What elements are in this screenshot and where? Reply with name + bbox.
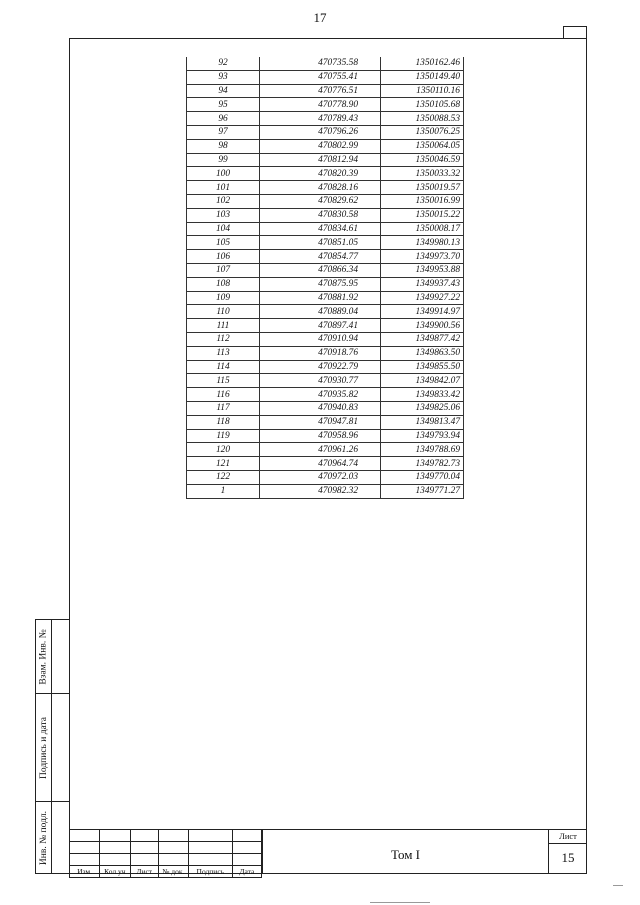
revision-column-header: Лист <box>130 866 158 878</box>
title-cell <box>262 829 548 874</box>
point-number-cell: 104 <box>187 222 260 236</box>
coordinate-row <box>187 360 464 374</box>
document-title: Том I <box>390 847 421 862</box>
coordinate-row <box>187 84 464 98</box>
x-coordinate-cell: 470930.77 <box>260 374 381 388</box>
y-coordinate-cell: 1349937.43 <box>381 277 464 291</box>
coordinate-row <box>187 263 464 277</box>
x-coordinate-cell: 470964.74 <box>260 457 381 471</box>
coordinate-row <box>187 305 464 319</box>
x-coordinate-cell: 470889.04 <box>260 305 381 319</box>
y-coordinate-cell: 1350033.32 <box>381 167 464 181</box>
coordinate-row <box>187 443 464 457</box>
x-coordinate-cell: 470812.94 <box>260 153 381 167</box>
point-number-cell: 93 <box>187 70 260 84</box>
revision-column-header: № док. <box>158 866 188 878</box>
x-coordinate-cell: 470982.32 <box>260 484 381 498</box>
coordinate-row <box>187 484 464 498</box>
side-label-signature: Подпись и дата <box>37 694 52 801</box>
x-coordinate-cell: 470972.03 <box>260 470 381 484</box>
coordinate-row <box>187 388 464 402</box>
y-coordinate-cell: 1350076.25 <box>381 125 464 139</box>
x-coordinate-cell: 470854.77 <box>260 250 381 264</box>
y-coordinate-cell: 1350162.46 <box>381 57 464 70</box>
coordinate-row <box>187 167 464 181</box>
y-coordinate-cell: 1349980.13 <box>381 236 464 250</box>
revision-column-header: Подпись <box>188 866 232 878</box>
x-coordinate-cell: 470940.83 <box>260 401 381 415</box>
coordinate-row <box>187 457 464 471</box>
point-number-cell: 117 <box>187 401 260 415</box>
coordinate-row <box>187 470 464 484</box>
coordinate-row <box>187 57 464 70</box>
y-coordinate-cell: 1349825.06 <box>381 401 464 415</box>
side-label-inventory: Инв. № подл. <box>37 802 52 873</box>
coordinate-row <box>187 277 464 291</box>
x-coordinate-cell: 470776.51 <box>260 84 381 98</box>
y-coordinate-cell: 1349900.56 <box>381 319 464 333</box>
revision-column-header: Кол.уч <box>100 866 130 878</box>
x-coordinate-cell: 470796.26 <box>260 125 381 139</box>
side-label-replacement: Взам. Инв. № <box>37 620 52 693</box>
x-coordinate-cell: 470828.16 <box>260 181 381 195</box>
y-coordinate-cell: 1349927.22 <box>381 291 464 305</box>
coordinate-row <box>187 70 464 84</box>
y-coordinate-cell: 1350064.05 <box>381 139 464 153</box>
x-coordinate-cell: 470897.41 <box>260 319 381 333</box>
y-coordinate-cell: 1349914.97 <box>381 305 464 319</box>
scan-artifact <box>370 902 430 903</box>
y-coordinate-cell: 1349855.50 <box>381 360 464 374</box>
point-number-cell: 110 <box>187 305 260 319</box>
point-number-cell: 112 <box>187 332 260 346</box>
coordinate-row <box>187 222 464 236</box>
y-coordinate-cell: 1349813.47 <box>381 415 464 429</box>
point-number-cell: 102 <box>187 194 260 208</box>
coordinate-row <box>187 415 464 429</box>
x-coordinate-cell: 470829.62 <box>260 194 381 208</box>
side-cell-signature <box>36 694 69 802</box>
point-number-cell: 108 <box>187 277 260 291</box>
coordinate-row <box>187 374 464 388</box>
x-coordinate-cell: 470802.99 <box>260 139 381 153</box>
y-coordinate-cell: 1349770.04 <box>381 470 464 484</box>
coordinate-row <box>187 250 464 264</box>
coordinate-row <box>187 429 464 443</box>
point-number-cell: 105 <box>187 236 260 250</box>
y-coordinate-cell: 1350016.99 <box>381 194 464 208</box>
side-cell-replacement <box>36 620 69 694</box>
y-coordinate-cell: 1350149.40 <box>381 70 464 84</box>
point-number-cell: 98 <box>187 139 260 153</box>
coordinate-row <box>187 194 464 208</box>
y-coordinate-cell: 1350019.57 <box>381 181 464 195</box>
y-coordinate-cell: 1349877.42 <box>381 332 464 346</box>
y-coordinate-cell: 1349793.94 <box>381 429 464 443</box>
coordinate-row <box>187 291 464 305</box>
coordinate-row <box>187 153 464 167</box>
sheet-number: 15 <box>561 850 575 865</box>
x-coordinate-cell: 470961.26 <box>260 443 381 457</box>
y-coordinate-cell: 1349863.50 <box>381 346 464 360</box>
point-number-cell: 122 <box>187 470 260 484</box>
coordinate-row <box>187 401 464 415</box>
point-number-cell: 95 <box>187 98 260 112</box>
x-coordinate-cell: 470735.58 <box>260 57 381 70</box>
point-number-cell: 96 <box>187 112 260 126</box>
scan-artifact <box>613 885 623 886</box>
point-number-cell: 99 <box>187 153 260 167</box>
coordinate-row <box>187 208 464 222</box>
x-coordinate-cell: 470851.05 <box>260 236 381 250</box>
point-number-cell: 118 <box>187 415 260 429</box>
sheet-cell <box>548 829 587 874</box>
x-coordinate-cell: 470935.82 <box>260 388 381 402</box>
y-coordinate-cell: 1350015.22 <box>381 208 464 222</box>
title-block <box>69 829 587 874</box>
point-number-cell: 100 <box>187 167 260 181</box>
coordinate-row <box>187 112 464 126</box>
x-coordinate-cell: 470830.58 <box>260 208 381 222</box>
x-coordinate-cell: 470922.79 <box>260 360 381 374</box>
coordinate-row <box>187 346 464 360</box>
point-number-cell: 115 <box>187 374 260 388</box>
y-coordinate-cell: 1349953.88 <box>381 263 464 277</box>
revision-column-header: Дата <box>232 866 261 878</box>
x-coordinate-cell: 470947.81 <box>260 415 381 429</box>
point-number-cell: 109 <box>187 291 260 305</box>
point-number-cell: 114 <box>187 360 260 374</box>
page-number: 17 <box>313 10 327 25</box>
y-coordinate-cell: 1349782.73 <box>381 457 464 471</box>
side-stamp <box>35 619 70 874</box>
x-coordinate-cell: 470834.61 <box>260 222 381 236</box>
x-coordinate-cell: 470910.94 <box>260 332 381 346</box>
coordinates-table <box>186 57 464 499</box>
point-number-cell: 101 <box>187 181 260 195</box>
x-coordinate-cell: 470789.43 <box>260 112 381 126</box>
point-number-cell: 106 <box>187 250 260 264</box>
point-number-cell: 116 <box>187 388 260 402</box>
y-coordinate-cell: 1349833.42 <box>381 388 464 402</box>
x-coordinate-cell: 470755.41 <box>260 70 381 84</box>
x-coordinate-cell: 470875.95 <box>260 277 381 291</box>
y-coordinate-cell: 1350088.53 <box>381 112 464 126</box>
x-coordinate-cell: 470866.34 <box>260 263 381 277</box>
point-number-cell: 120 <box>187 443 260 457</box>
y-coordinate-cell: 1350046.59 <box>381 153 464 167</box>
revision-column-header: Изм. <box>70 866 100 878</box>
x-coordinate-cell: 470778.90 <box>260 98 381 112</box>
x-coordinate-cell: 470958.96 <box>260 429 381 443</box>
point-number-cell: 119 <box>187 429 260 443</box>
x-coordinate-cell: 470820.39 <box>260 167 381 181</box>
y-coordinate-cell: 1350008.17 <box>381 222 464 236</box>
point-number-cell: 92 <box>187 57 260 70</box>
revision-grid <box>69 829 262 878</box>
point-number-cell: 1 <box>187 484 260 498</box>
sheet-label: Лист <box>549 830 587 844</box>
coordinate-row <box>187 125 464 139</box>
coordinate-row <box>187 98 464 112</box>
side-cell-inventory <box>36 802 69 873</box>
y-coordinate-cell: 1349771.27 <box>381 484 464 498</box>
y-coordinate-cell: 1349973.70 <box>381 250 464 264</box>
x-coordinate-cell: 470918.76 <box>260 346 381 360</box>
y-coordinate-cell: 1349842.07 <box>381 374 464 388</box>
coordinate-row <box>187 332 464 346</box>
point-number-cell: 111 <box>187 319 260 333</box>
x-coordinate-cell: 470881.92 <box>260 291 381 305</box>
y-coordinate-cell: 1349788.69 <box>381 443 464 457</box>
coordinate-row <box>187 236 464 250</box>
point-number-cell: 121 <box>187 457 260 471</box>
point-number-cell: 94 <box>187 84 260 98</box>
y-coordinate-cell: 1350105.68 <box>381 98 464 112</box>
y-coordinate-cell: 1350110.16 <box>381 84 464 98</box>
coordinate-row <box>187 139 464 153</box>
point-number-cell: 107 <box>187 263 260 277</box>
point-number-cell: 103 <box>187 208 260 222</box>
coordinate-row <box>187 181 464 195</box>
point-number-cell: 113 <box>187 346 260 360</box>
coordinate-row <box>187 319 464 333</box>
point-number-cell: 97 <box>187 125 260 139</box>
